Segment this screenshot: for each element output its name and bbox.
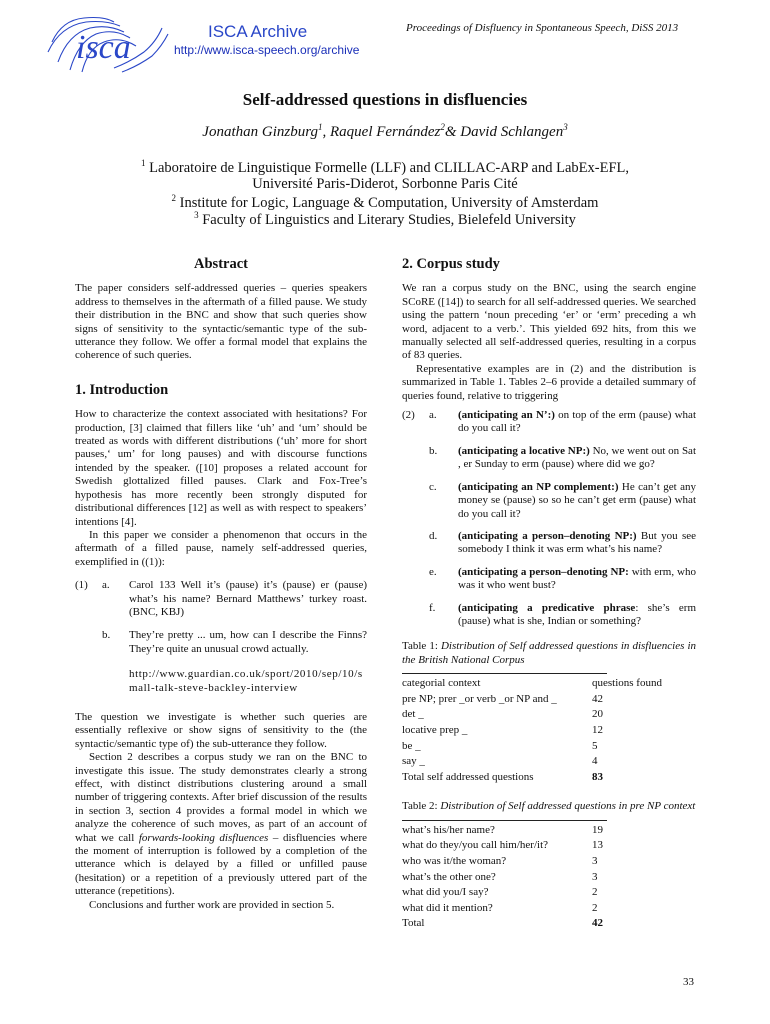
intro-paragraph-4: Section 2 describes a corpus study we ran on the BNC to investigate this issue. The study demonstrates clearly a strong effect, with distinct distributions clustering around a small number of triggering contexts. After brief discussion of the results in section 3, section 4 provides a formal model in which we analyze the coherence of such moves, as part of an account of what we call forwards-looking disfluences – disfluencies where the moment of interruption is followed by a completion of the utterance which is delayed by a filled or unfilled pause (hesitation) or a repetition of a previously uttered part of the utterance (repetitions). xyxy=(75,751,367,898)
archive-url-link[interactable]: http://www.isca-speech.org/archive xyxy=(174,43,360,57)
table-1-row: pre NP; prer _or verb _or NP and _ 42 xyxy=(402,692,603,705)
table-1-row: det _ 20 xyxy=(402,708,603,721)
page-number: 33 xyxy=(683,976,694,988)
table-1-rule xyxy=(402,673,607,674)
example-2-item: e. (anticipating a person–denoting NP: with erm, who was it who went bust? xyxy=(429,565,696,592)
abstract-heading: Abstract xyxy=(194,256,248,272)
table-1-total-row: Total self addressed questions 83 xyxy=(402,770,603,783)
example-1b: b. They’re pretty ... um, how can I describe the Finns? They’re quite an unusual crowd actually. http://www.guardian.co.uk/sport/2010/sep/10/small-talk-steve-backley-interview xyxy=(102,629,367,694)
example-2-item: b. (anticipating a locative NP:) No, we went out on Sat , er Sunday to erm (pause) where did we go? xyxy=(429,444,696,471)
affiliation-2: $^2$ Institute for Logic, Language & Computation, University of Amsterdam xyxy=(171,193,599,211)
intro-paragraph-1: How to characterize the context associated with hesitations? For production, [3] claimed that fillers like ‘uh’ and ‘um’ should be treated as words with different distributions (‘uh’ more for short pauses,‘ um’ for long pauses) and with discourse functions intended by the speaker. ([10] proposes a related account for Swedish glottalized filled pauses. Clark and Fox-Tree’s hypothesis has more recently been strongly disputed for distributional differences [12] as well as with respect to speakers’ intentions [4]. xyxy=(75,408,367,528)
affiliation-1-line2: Université Paris-Diderot, Sorbonne Paris Cité xyxy=(252,176,518,192)
affiliation-3: $^3$ Faculty of Linguistics and Literary Studies, Bielefeld University xyxy=(194,210,576,228)
table-1-header-count: questions found xyxy=(592,677,662,690)
table-1-row: be _ 5 xyxy=(402,739,598,752)
example-2-item: a. (anticipating an N’:) on top of the erm (pause) what do you call it? xyxy=(429,409,696,435)
table-2-row: what’s his/her name? 19 xyxy=(402,823,603,836)
table-2-caption: Table 2: Distribution of Self addressed questions in pre NP context xyxy=(402,800,696,813)
table-2-row: what do they/you call him/her/it? 13 xyxy=(402,839,603,852)
corpus-paragraph-1: We ran a corpus study on the BNC, using the search engine SCoRE ([14]) to search for all self-addressed queries. We searched using the pattern ‘noun preceding ‘er’ or ‘erm’ preceding a wh word, adjacent to a verb.’. This yielded 692 hits, from this we manually selected all self-addressed queries, resulting in a corpus of 83 queries. xyxy=(402,282,696,362)
example-1a: (1) a. Carol 133 Well it’s (pause) it’s (pause) er (pause) what’s his name? Bernard Matthews’ turkey roast. (BNC, KBJ) xyxy=(75,579,367,618)
corpus-study-heading: 2. Corpus study xyxy=(402,256,500,272)
intro-paragraph-5: Conclusions and further work are provided in section 5. xyxy=(89,898,335,911)
example-1b-source-url: http://www.guardian.co.uk/sport/2010/sep/10/small-talk-steve-backley-interview xyxy=(129,668,363,694)
affiliation-1: $^1$ Laboratoire de Linguistique Formelle (LLF) and CLILLAC-ARP and LabEx-EFL, xyxy=(141,158,629,176)
table-2-row: what did it mention? 2 xyxy=(402,901,598,914)
left-column xyxy=(75,258,367,912)
example-2-list: (2) a. (anticipating an N’:) on top of the erm (pause) what do you call it? b. (anticipating a locative NP:) No, we went out on Sat , er Sunday to erm (pause) where did we go? c. (anticipating an NP complement:) He can’t get any money se (pause) so so he can’t get erm (pause) what do you call it? d. (anticipating a person–denoting NP:) But you see somebody I think it was erm what’s his name? e. (anticipating a person–denoting NP: with erm, who was it who went bust? f. (anticipating a predicative phrase: she’s erm (pause) what is she, Indian or something? xyxy=(402,409,696,627)
intro-paragraph-2: In this paper we consider a phenomenon that occurs in the aftermath of a filled pause, namely self-addressed queries, exemplified in ((1)): xyxy=(75,528,367,568)
table-2-row: what’s the other one? 3 xyxy=(402,870,598,883)
author-3: & David Schlangen xyxy=(444,124,564,140)
intro-paragraph-3: The question we investigate is whether such queries are essentially reflexive or show signs of sensitivity to the (the syntactic/semantic type of) the sub-utterance they follow. xyxy=(75,710,367,750)
corpus-paragraph-2: Representative examples are in (2) and the distribution is summarized in Table 1. Tables 2–6 provide a detailed summary of queries found, relative to triggering xyxy=(402,362,696,402)
right-column xyxy=(402,258,696,933)
table-1 xyxy=(402,677,662,786)
proceedings-line: Proceedings of Disfluency in Spontaneous Speech, DiSS 2013 xyxy=(406,22,679,34)
table-1-row: locative prep _ 12 xyxy=(402,723,603,736)
isca-logo xyxy=(44,12,174,74)
example-2-item: c. (anticipating an NP complement:) He can’t get any money se (pause) so so he can’t get erm (pause) what do you call it? xyxy=(429,480,696,520)
archive-title: ISCA Archive xyxy=(208,22,308,41)
table-2 xyxy=(402,824,603,933)
example-2-item: d. (anticipating a person–denoting NP:) But you see somebody I think it was erm what’s his name? xyxy=(429,529,696,556)
author-1: Jonathan Ginzburg xyxy=(202,124,318,140)
table-1-caption: Table 1: Distribution of Self addressed questions in disfluencies in the British National Corpus xyxy=(402,640,697,666)
author-list: Jonathan Ginzburg$^1$, Raquel Fernández$^2$& David Schlangen$^3$ xyxy=(202,122,568,140)
table-2-row: what did you/I say? 2 xyxy=(402,886,598,899)
introduction-heading: 1. Introduction xyxy=(75,381,169,398)
table-2-rule xyxy=(402,820,607,821)
paper-title: Self-addressed questions in disfluencies xyxy=(242,90,528,109)
example-2-item: f. (anticipating a predicative phrase: she’s erm (pause) what is she, Indian or something? xyxy=(429,601,696,627)
table-2-row: who was it/the woman? 3 xyxy=(402,854,598,867)
table-1-row: say _ 4 xyxy=(402,755,598,768)
table-2-total-row: Total 42 xyxy=(402,917,603,930)
table-1-header-context: categorial context xyxy=(402,677,481,690)
author-2: , Raquel Fernández xyxy=(322,124,441,140)
abstract-text: The paper considers self-addressed queries – queries speakers address to themselves in the aftermath of a filled pause. We study their distribution in the BNC and show that such queries show signs of sensitivity to the syntactic/semantic type of the sub-utterance they follow. We offer a formal model that explains the coherence of such queries. xyxy=(75,282,367,362)
logo-lettering: isca xyxy=(76,29,131,66)
